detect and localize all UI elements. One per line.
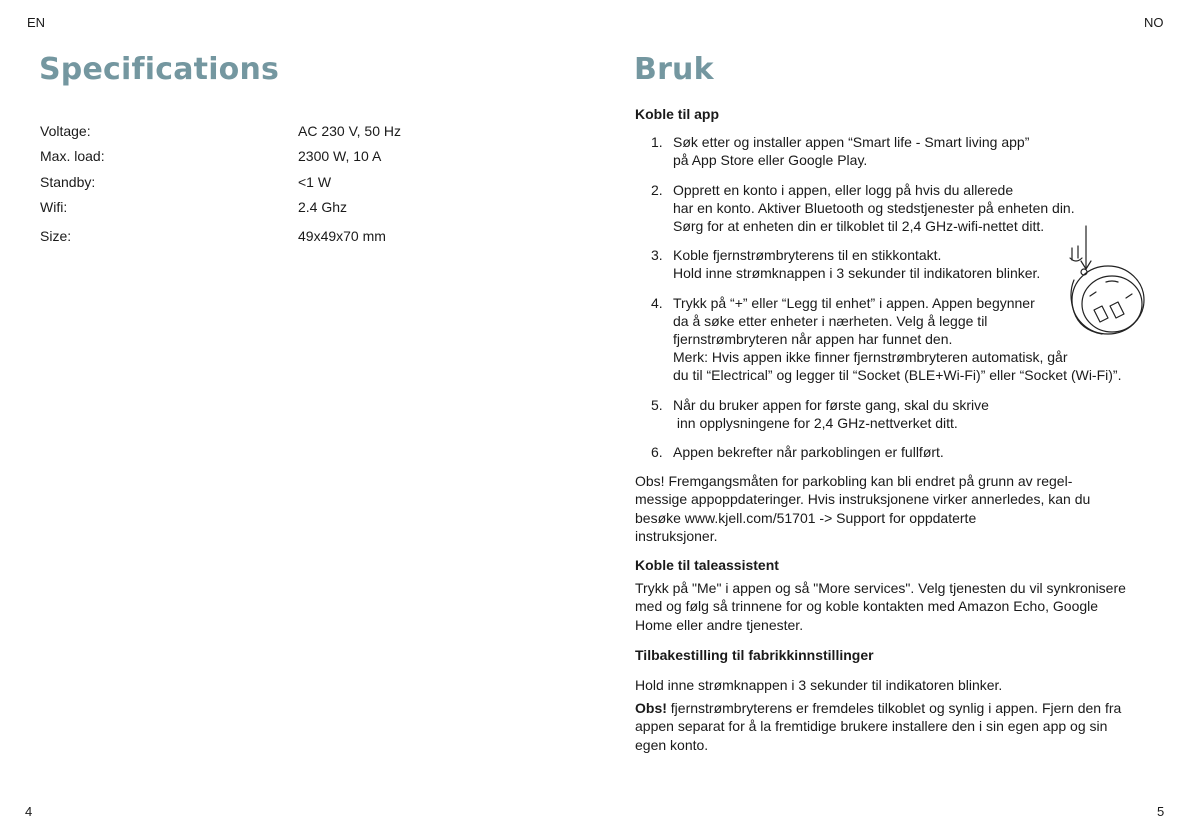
instructions-column [635,105,1155,754]
voice-line: Home eller andre tjenester. [635,616,804,633]
list-item [635,133,1155,169]
obs-line: fjernstrømbryterens er fremdeles tilkoblet og synlig i appen. Fjern den fra [666,700,1122,717]
step-line: Appen bekrefter når parkoblingen er fullført. [673,444,944,461]
step-number: 6. [651,444,663,461]
spec-label: Size: [40,228,72,244]
obs-line: appen separat for å la fremtidige brukere installere den i sin egen app og sin [635,718,1108,735]
smart-plug-illustration-icon [1062,222,1152,342]
step-number: 1. [651,134,663,151]
step-line: du til “Electrical” og legger til “Socket (BLE+Wi-Fi)” eller “Socket (Wi-Fi)”. [673,367,1122,384]
step-line: har en konto. Aktiver Bluetooth og stedstjenester på enheten din. [673,199,1075,216]
spec-label: Standby: [40,174,96,190]
obs-line: egen konto. [635,736,709,753]
step-line: fjernstrømbryteren når appen har funnet den. [673,331,953,348]
connect-app-heading: Koble til app [635,106,719,122]
step-line: da å søke etter enheter i nærheten. Velg å legge til [673,312,988,329]
step-number: 5. [651,396,663,413]
step-line: Merk: Hvis appen ikke finner fjernstrømbryteren automatisk, går [673,349,1068,366]
language-code-en: EN [27,15,46,30]
list-item [635,443,1155,461]
factory-reset-text: Hold inne strømknappen i 3 sekunder til indikatoren blinker. [635,677,1003,694]
spec-label: Voltage: [40,123,91,139]
note-line: besøke www.kjell.com/51701 -> Support for oppdaterte [635,509,977,526]
step-line: Søk etter og installer appen “Smart life - Smart living app” [673,134,1030,151]
step-line: Hold inne strømknappen i 3 sekunder til indikatoren blinker. [673,265,1041,282]
page-number-right: 5 [1157,804,1165,819]
note-line: instruksjoner. [635,527,718,544]
spec-value: 49x49x70 mm [298,228,386,244]
voice-assistant-text [635,579,1155,634]
spec-value: AC 230 V, 50 Hz [298,123,401,139]
step-line: Opprett en konto i appen, eller logg på hvis du allerede [673,181,1014,198]
spec-value: <1 W [298,174,332,190]
pairing-note [635,472,1155,545]
spec-value: 2300 W, 10 A [298,148,382,164]
voice-assistant-heading: Koble til taleassistent [635,557,779,574]
specifications-title: Specifications [39,52,280,87]
obs-label: Obs! [635,700,667,717]
spec-label: Max. load: [40,148,105,164]
step-number: 2. [651,181,663,198]
factory-reset-heading: Tilbakestilling til fabrikkinnstillinger [635,646,874,663]
step-line: Koble fjernstrømbryterens til en stikkontakt. [673,247,942,264]
voice-line: med og følg så trinnene for og koble kontakten med Amazon Echo, Google [635,598,1099,615]
note-line: messige appoppdateringer. Hvis instruksjonene virker annerledes, kan du [635,491,1091,508]
bruk-title: Bruk [634,52,714,87]
spec-value: 2.4 Ghz [298,199,348,215]
list-item [635,396,1155,432]
step-line: Trykk på “+” eller “Legg til enhet” i appen. Appen begynner [673,294,1035,311]
step-line: på App Store eller Google Play. [673,152,868,169]
page-number-left: 4 [25,804,33,819]
step-line: Når du bruker appen for første gang, skal du skrive [673,396,989,413]
voice-line: Trykk på "Me" i appen og så "More services". Velg tjenesten du vil synkronisere [635,580,1126,597]
step-line: Sørg for at enheten din er tilkoblet til 2,4 GHz-wifi-nettet ditt. [673,218,1045,235]
spec-label: Wifi: [40,199,68,215]
factory-reset-note [635,699,1155,754]
step-number: 4. [651,294,663,311]
language-code-no: NO [1144,15,1164,30]
note-line: Obs! Fremgangsmåten for parkobling kan bli endret på grunn av regel- [635,473,1073,490]
step-line: inn opplysningene for 2,4 GHz-nettverket ditt. [673,414,958,431]
step-number: 3. [651,247,663,264]
